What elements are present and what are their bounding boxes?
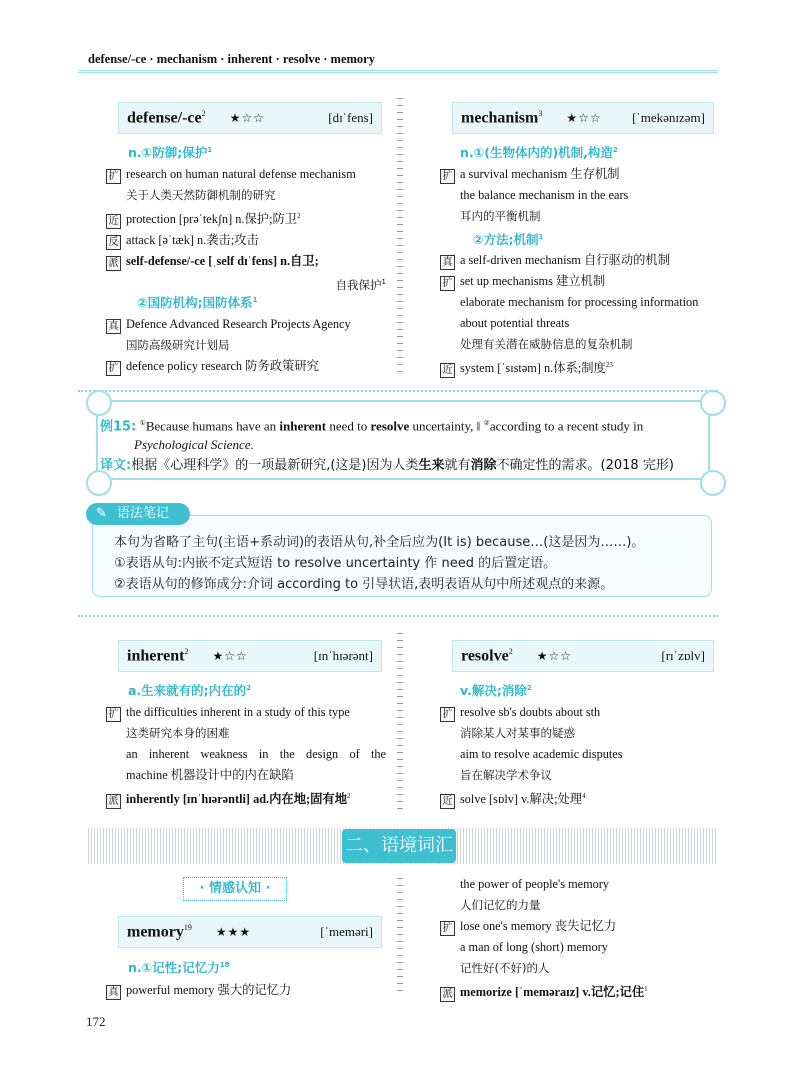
memory-body-2: the power of people's memory 人们记忆的力量 扩 lose one's memory 丧失记忆力 a man of long (short) memory 记性好(不好)的人 派 memorize [ˈmeməraɪz] v.记忆;记住$^1$ [440,874,720,1003]
header-rule [78,70,718,73]
column-divider [397,875,403,995]
star-rating: ★☆☆ [566,110,602,125]
sense: a.生来就有的;内在的$^2$ [128,683,252,698]
word-header-memory [118,916,382,948]
headword: inherent$^2$ [127,646,189,665]
word-header-inherent [118,640,382,672]
page-number: 172 [86,1014,106,1029]
headword: memory$^{19}$ [127,922,192,941]
phonetic: [rɪˈzɒlv] [661,648,705,663]
column-divider [397,95,403,378]
subsection-title: · 情感认知 · [183,877,287,901]
corner-ornament [700,390,726,416]
star-rating: ★☆☆ [536,648,572,663]
resolve-body: 扩 resolve sb's doubts about sth 消除某人对某事的疑惑 aim to resolve academic disputes 旨在解决学术争议 近 solve [sɒlv] v.解决;处理$^4$ [440,702,720,810]
tag-ext: 扩 [106,169,121,184]
headword: mechanism$^3$ [461,108,543,127]
pen-icon: ✎ [96,506,107,521]
inherent-body: 扩 the difficulties inherent in a study of this type 这类研究本身的困难 an inherent weakness in the design of the machine 机器设计中的内在缺陷 派 inherently [ɪnˈhɪərəntli] ad.内在地;固有地$^2$ [106,702,386,810]
sense: n.①防御;保护$^1$ [128,145,213,160]
example-sentence: 例15: ①Because humans have an inherent need to resolve uncertainty, ‖ ②according to a recent study in [100,418,644,435]
sense: n.①记性;记忆力$^{18}$ [128,960,230,975]
word-header-resolve [452,640,714,672]
phonetic: [ˈmeməri] [320,924,373,939]
grammar-text: 本句为省略了主句(主语+系动词)的表语从句,补全后应为(It is) because…(这是因为……)。 ①表语从句:内嵌不定式短语 to resolve uncertainty 作 need 的后置定语。 ②表语从句的修饰成分:介词 according to 引导状语,表明表语从句中所述观点的来源。 [114,535,645,592]
memory-body: 真 powerful memory 强大的记忆力 [106,980,386,1001]
corner-ornament [700,470,726,496]
phonetic: [dɪˈfens] [328,110,373,125]
sense: ②方法;机制$^1$ [473,232,544,247]
word-header-mechanism [452,102,714,134]
grammar-label: ✎ 语法笔记 [86,503,190,525]
column-divider [397,630,403,813]
defense-body: 扩 research on human natural defense mechanism 关于人类天然防御机制的研究 近 protection [prəˈtekʃn] n.保护;防卫$^2$ 反 attack [əˈtæk] n.袭击;攻击 派 self-defense/-ce [ˌself dɪˈfens] n.自卫; 自我保护$^1$ [106,164,386,296]
sense: n.①(生物体内的)机制,构造$^2$ [460,145,618,160]
divider [78,390,718,392]
star-rating: ★☆☆ [212,648,248,663]
headword: defense/$-ce^2$ [127,108,206,127]
running-head: defense/-ce · mechanism · inherent · resolve · memory [88,52,375,66]
headword: resolve$^2$ [461,646,513,665]
star-rating: ★★★ [215,924,252,939]
mechanism-body: 扩 a survival mechanism 生存机制 the balance mechanism in the ears 耳内的平衡机制 [440,164,720,227]
sense: ②国防机构;国防体系$^1$ [137,295,258,310]
defense-body-2: 真 Defence Advanced Research Projects Agency 国防高级研究计划局 扩 defence policy research 防务政策研究 [106,314,386,377]
star-rating: ★☆☆ [229,110,265,125]
divider [78,615,718,617]
example-translation: 译文:根据《心理科学》的一项最新研究,(这是)因为人类生来就有消除不确定性的需求。(2018 完形) [100,458,674,473]
section-title: 二、语境词汇 [342,829,456,863]
phonetic: [ˈmekənɪzəm] [632,110,705,125]
word-header-defense [118,102,382,134]
phonetic: [ɪnˈhɪərənt] [313,648,373,663]
example-journal: Psychological Science. [134,437,254,452]
sense: v.解决;消除$^2$ [460,683,532,698]
mechanism-body-2: 真 a self-driven mechanism 自行驱动的机制 扩 set up mechanisms 建立机制 elaborate mechanism for processing information about potential threats 处理有关潜在威胁信息的复杂机制 近 system [ˈsɪstəm] n.体系;制度$^{23}$ [440,250,720,379]
